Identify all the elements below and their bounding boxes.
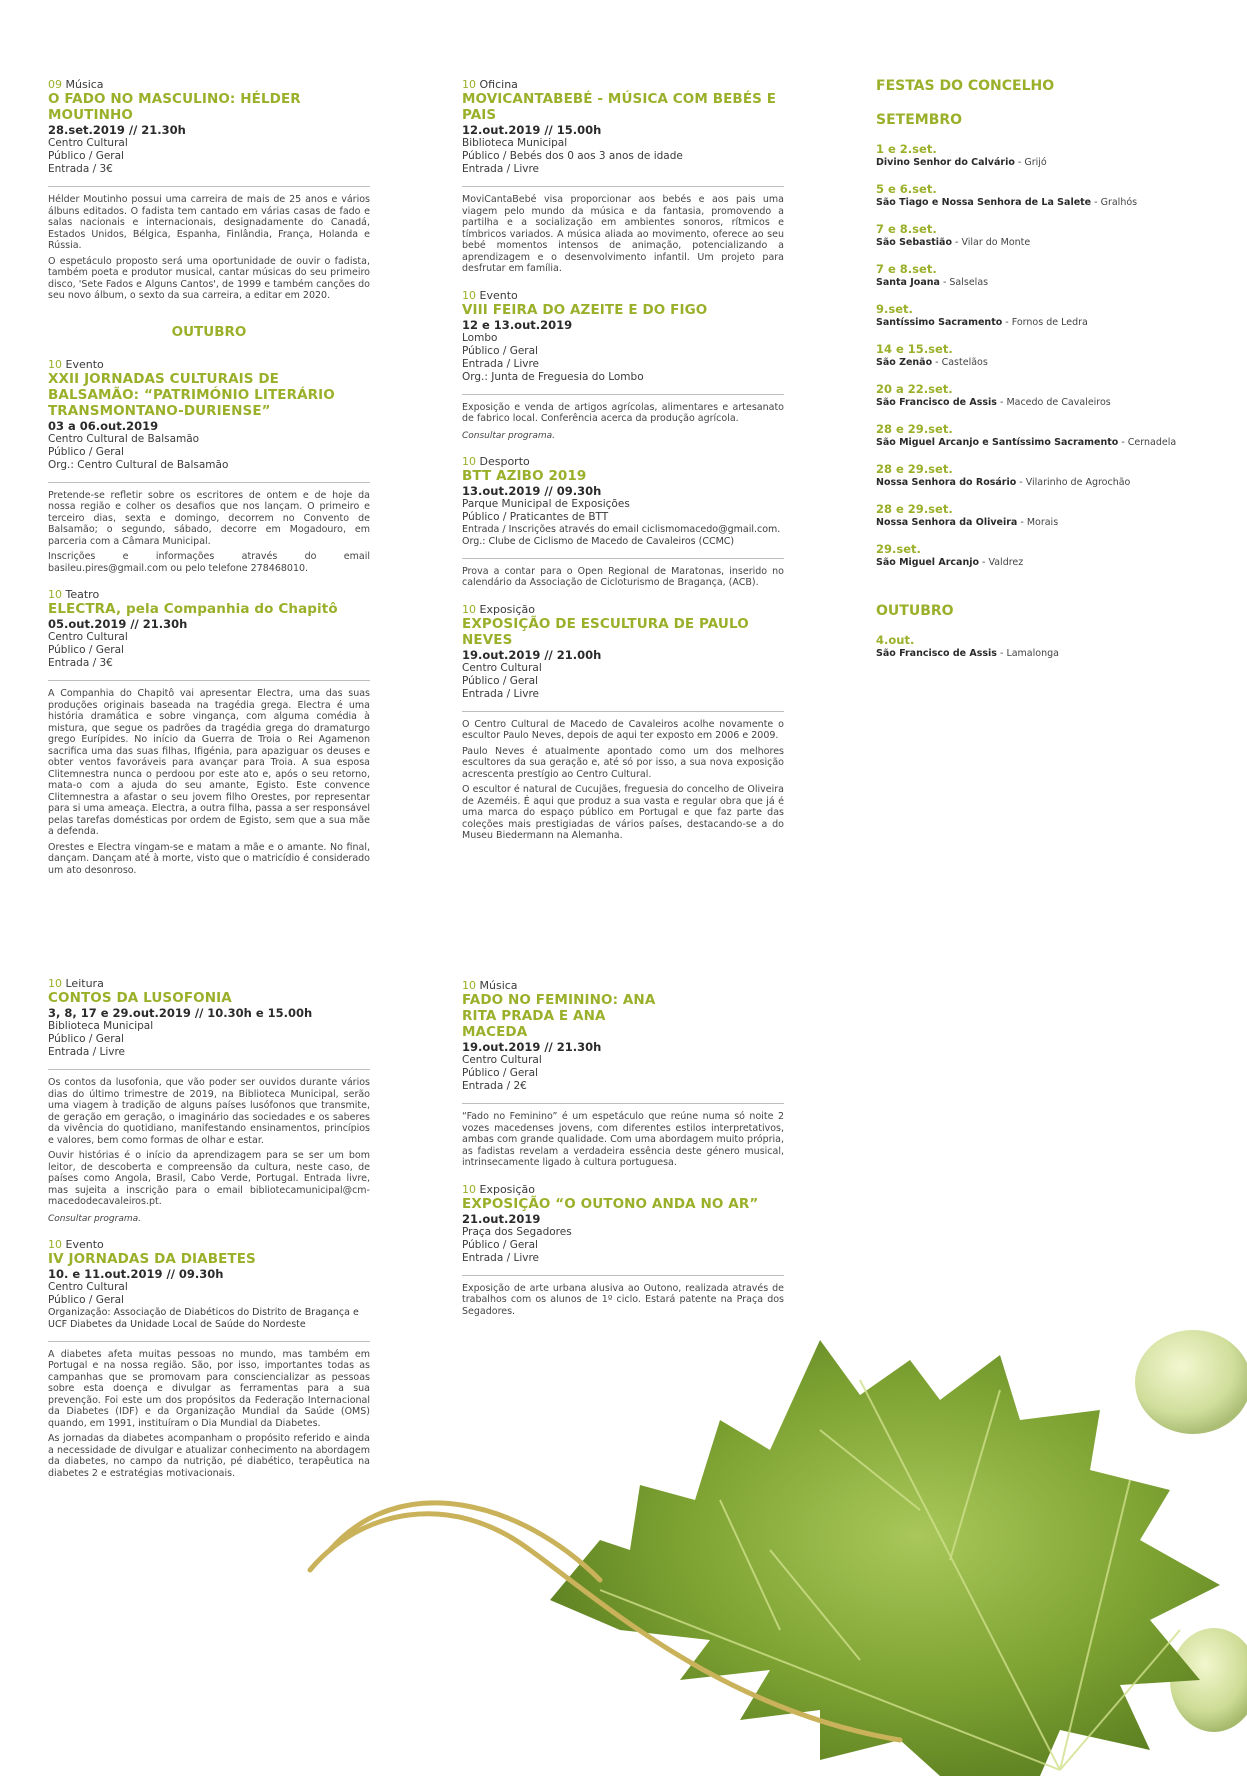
event-entry: Entrada / 2€ — [462, 1080, 527, 1092]
festa-place: Valdrez — [988, 557, 1024, 568]
event-entry: Entrada / Livre — [462, 357, 539, 370]
section-heading-outubro: OUTUBRO — [171, 323, 247, 340]
event-audience: Público / Geral — [462, 1238, 538, 1251]
festa-name: Santa Joana — [876, 277, 940, 288]
event-date: 28.set.2019 // 21.30h — [48, 123, 186, 137]
festa-date: 28 e 29.set. — [876, 462, 953, 476]
event-venue: Biblioteca Municipal — [48, 1020, 154, 1032]
event-audience: Público / Bebés dos 0 aos 3 anos de idade — [462, 150, 683, 162]
festa-date: 20 a 22.set. — [876, 382, 953, 396]
event-escultura-paulo-neves — [462, 603, 784, 842]
event-date: 10. e 11.out.2019 // 09.30h — [48, 1266, 224, 1281]
festa-place: Castelãos — [941, 357, 988, 368]
event-description: O escultor é natural de Cucujães, freguesia do concelho de Oliveira de Azeméis. É aqui que produz a sua vasta e regular obra que já é uma marca do espaço público em Portugal e que faz parte das coleções mais prestigiadas de vários países, destacando-se a do Museu Biedermann na Alemanha. — [462, 784, 784, 841]
event-category — [462, 455, 784, 468]
event-description: Os contos da lusofonia, que vão poder ser ouvidos durante vários dias do último trimestre de 2019, na Biblioteca Municipal, serão uma viagem à tradição de alguns países lusófonos que transmite, de geração em geração, o imaginário das sociedades e os saberes da vivência do quotidiano, manifestando ensinamentos, princípios e valores, bem como formas de olhar e estar. — [48, 1077, 370, 1146]
divider — [462, 186, 784, 187]
month-heading-outubro: OUTUBRO — [876, 603, 954, 619]
divider — [462, 711, 784, 712]
event-month-number: 10 — [462, 979, 476, 992]
divider — [48, 482, 370, 483]
festa-name-place — [876, 357, 1216, 369]
event-audience: Público / Geral — [462, 1067, 538, 1079]
event-audience: Público / Geral — [462, 344, 538, 357]
event-outono-anda-no-ar — [462, 1183, 784, 1318]
divider — [48, 186, 370, 187]
festas-setembro-list — [876, 142, 1216, 569]
festa-name: Nossa Senhora do Rosário — [876, 477, 1017, 488]
divider — [48, 1069, 370, 1070]
festa-name-place — [876, 477, 1216, 489]
festa-date: 28 e 29.set. — [876, 502, 953, 516]
festa-separator: - — [1091, 197, 1101, 208]
event-date: 12.out.2019 // 15.00h — [462, 123, 602, 137]
event-description: MoviCantaBebé visa proporcionar aos bebés e aos pais uma viagem pelo mundo da música e da fantasia, promovendo a partilha e a socialização em ambientes sonoros, rítmicos e tímbricos variados. A música aliada ao movimento, oferece ao seu bebé momentos intensos de animação, potencializando a aprendizagem e o desenvolvimento infantil. Um projeto para desfrutar em família. — [462, 194, 784, 274]
festa-separator: - — [939, 277, 950, 288]
event-jornadas-balsamao — [48, 358, 370, 575]
festa-name-place — [876, 437, 1216, 449]
event-title: XXII JORNADAS CULTURAIS DE BALSAMÃO: “PATRIMÓNIO LITERÁRIO TRANSMONTANO-DURIENSE” — [48, 370, 335, 419]
festa-item — [876, 262, 1216, 289]
festas-outubro-list — [876, 633, 1216, 660]
event-entry: Entrada / Livre — [462, 687, 539, 700]
event-category-label: Oficina — [479, 78, 518, 91]
festa-place: Vilarinho de Agrochão — [1025, 477, 1131, 488]
festa-item — [876, 142, 1216, 169]
event-month-number: 10 — [48, 1237, 62, 1251]
festa-name: São Sebastião — [876, 237, 952, 248]
festa-name: Divino Senhor do Calvário — [876, 157, 1015, 168]
event-date: 21.out.2019 — [462, 1211, 541, 1226]
event-category — [462, 603, 784, 616]
event-description: Ouvir histórias é o início da aprendizagem para se ser um bom leitor, de descoberta e compreensão da cultura, neste caso, de países como Angola, Brasil, Cabo Verde, Portugal. Entrada livre, mas sujeita a inscrição para o email bibliotecamunicipal@cm-macedodecavaleiros.pt. — [48, 1150, 370, 1207]
festa-date: 5 e 6.set. — [876, 182, 937, 196]
event-category — [462, 78, 784, 91]
event-category-label: Música — [65, 78, 104, 91]
festa-date: 29.set. — [876, 542, 921, 556]
festa-item — [876, 462, 1216, 489]
event-month-number: 09 — [48, 78, 62, 91]
festa-name-place — [876, 317, 1216, 329]
festa-place: Cernadela — [1127, 437, 1177, 448]
event-title: EXPOSIÇÃO DE ESCULTURA DE PAULO NEVES — [462, 615, 749, 648]
event-month-number: 10 — [462, 78, 476, 91]
event-description: O espetáculo proposto será uma oportunidade de ouvir o fadista, também poeta e produtor musical, cantar músicas do seu primeiro disco, 'Sete Fados e Alguns Cantos', de 1999 e também canções do seu novo álbum, o sexto da sua carreira, a editar em 2020. — [48, 255, 370, 301]
festa-item — [876, 222, 1216, 249]
festa-date: 7 e 8.set. — [876, 262, 937, 276]
event-description: As jornadas da diabetes acompanham o propósito referido e ainda a necessidade de divulgar e atualizar conhecimento na abordagem da diabetes, no campo da nutrição, pé diabético, terapêutica na diabetes 2 e estratégias motivacionais. — [48, 1433, 370, 1479]
festa-name-place — [876, 237, 1216, 249]
event-entry: Entrada / 3€ — [48, 657, 113, 669]
festa-item — [876, 302, 1216, 329]
event-date: 13.out.2019 // 09.30h — [462, 483, 602, 498]
festa-date: 28 e 29.set. — [876, 422, 953, 436]
event-audience: Público / Geral — [48, 1293, 124, 1306]
event-title: EXPOSIÇÃO “O OUTONO ANDA NO AR” — [462, 1195, 759, 1212]
event-audience: Público / Geral — [48, 445, 124, 458]
event-entry: Entrada / Livre — [48, 1046, 125, 1058]
event-description: A Companhia do Chapitô vai apresentar Electra, uma das suas produções originais baseada na tragédia grega. Electra é uma história dramática e sobre vingança, com alguma comédia à mistura, que segue os padrões da tragédia grega do dramaturgo grego Eurípides. No início da Guerra de Troia o Rei Agamenon sacrifica uma das suas filhas, Ifigénia, para apaziguar os deuses e obter ventos favoráveis para avançar para Troia. A sua esposa Clitemnestra nunca o perdoou por este ato e, após o seu retorno, mata-o com a ajuda do seu amante, Egisto. Este convence Clitemnestra a afastar o seu jovem filho Orestes, por representar para si uma ameaça. Electra, a outra filha, passa a ser responsável pelas tarefas domésticas por ordem de Egisto, sem que a sua mãe a defenda. — [48, 688, 370, 837]
festa-separator: - — [996, 397, 1007, 408]
festa-name: Santíssimo Sacramento — [876, 317, 1003, 328]
event-date: 12 e 13.out.2019 — [462, 317, 573, 332]
festa-item — [876, 382, 1216, 409]
event-feira-azeite — [462, 289, 784, 441]
festa-item — [876, 342, 1216, 369]
festa-item — [876, 502, 1216, 529]
event-category-label: Desporto — [479, 454, 530, 468]
event-audience: Público / Geral — [48, 1033, 124, 1045]
festa-name: São Miguel Arcanjo e Santíssimo Sacramento — [876, 437, 1119, 448]
column-left-top — [48, 78, 370, 890]
event-audience: Público / Geral — [48, 150, 124, 162]
event-date: 3, 8, 17 e 29.out.2019 // 10.30h e 15.00h — [48, 1006, 313, 1020]
festa-separator: - — [951, 237, 962, 248]
festa-item — [876, 633, 1216, 660]
event-category — [48, 1238, 370, 1251]
festa-place: Vilar do Monte — [961, 237, 1031, 248]
column-middle-top — [462, 78, 784, 856]
festa-separator: - — [1017, 517, 1027, 528]
event-description: Inscrições e informações através do email basileu.pires@gmail.com ou pelo telefone 278468010. — [48, 551, 370, 574]
event-category — [48, 588, 370, 601]
event-venue: Centro Cultural — [48, 1280, 128, 1293]
event-category-label: Leitura — [65, 977, 104, 990]
event-description: O Centro Cultural de Macedo de Cavaleiros acolhe novamente o escultor Paulo Neves, depois de aqui ter exposto em 2006 e 2009. — [462, 718, 784, 741]
event-description: Pretende-se refletir sobre os escritores de ontem e de hoje da nossa região e colher os desafios que nos lançam. O primeiro e terceiro dias, sexta e domingo, decorrem no Convento de Balsamão; o segundo, sábado, decorre em Mogadouro, em parceria com a Câmara Municipal. — [48, 489, 370, 547]
event-description: Prova a contar para o Open Regional de Maratonas, inserido no calendário da Associação de Cicloturismo de Bragança, (ACB). — [462, 565, 784, 588]
event-venue: Parque Municipal de Exposições — [462, 497, 630, 510]
event-venue: Centro Cultural — [462, 661, 542, 674]
event-note: Consultar programa. — [48, 1213, 141, 1224]
event-fado-masculino — [48, 78, 370, 302]
festa-separator: - — [1002, 317, 1012, 328]
festa-item — [876, 422, 1216, 449]
event-organizer: Org.: Centro Cultural de Balsamão — [48, 458, 229, 471]
event-title: CONTOS DA LUSOFONIA — [48, 990, 232, 1006]
event-category — [462, 979, 784, 992]
festa-date: 4.out. — [876, 633, 915, 647]
event-month-number: 10 — [462, 1182, 476, 1196]
event-venue: Centro Cultural — [462, 1054, 542, 1066]
event-entry: Entrada / Inscrições através do email ciclismomacedo@gmail.com. — [462, 523, 781, 535]
month-heading-setembro: SETEMBRO — [876, 112, 963, 128]
event-venue: Biblioteca Municipal — [462, 137, 568, 149]
vine-leaf-illustration — [300, 1300, 1247, 1776]
event-title: MOVICANTABEBÉ - MÚSICA COM BEBÉS E PAIS — [462, 91, 777, 123]
event-month-number: 10 — [48, 977, 62, 990]
divider — [48, 680, 370, 681]
event-title: O FADO NO MASCULINO: HÉLDER MOUTINHO — [48, 91, 301, 123]
event-btt-azibo — [462, 455, 784, 589]
event-electra — [48, 588, 370, 876]
event-audience: Público / Geral — [48, 644, 124, 656]
festa-name-place — [876, 277, 1216, 289]
event-description: Exposição de arte urbana alusiva ao Outono, realizada através de trabalhos com os alunos de 1º ciclo. Estará patente na Praça dos Segadores. — [462, 1282, 784, 1317]
festa-name: São Zenão — [876, 357, 933, 368]
event-description: A diabetes afeta muitas pessoas no mundo, mas também em Portugal e na nossa região. São, por isso, importantes todas as campanhas que se promovam para consciencializar as pessoas sobre esta doença e divulgar as ferramentas para a sua prevenção. Foi este um dos propósitos da Federação Internacional da Diabetes (IDF) e da Organização Mundial da Saúde (OMS) quando, em 1991, instituíram o Dia Mundial da Diabetes. — [48, 1348, 370, 1429]
festa-item — [876, 182, 1216, 209]
festa-name: São Francisco de Assis — [876, 648, 997, 659]
festa-place: Macedo de Cavaleiros — [1006, 397, 1111, 408]
event-description: Hélder Moutinho possui uma carreira de mais de 25 anos e vários álbuns editados. O fadista tem cantado em várias casas de fado e salas nacionais e internacionais, designadamente do Canadá, Estados Unidos, Bélgica, Espanha, Finlândia, França, Holanda e Rússia. — [48, 194, 370, 251]
event-month-number: 10 — [48, 357, 62, 371]
event-category-label: Evento — [479, 288, 518, 302]
divider — [462, 558, 784, 559]
event-organizer: Org.: Clube de Ciclismo de Macedo de Cavaleiros (CCMC) — [462, 535, 735, 547]
event-note: Consultar programa. — [462, 430, 555, 441]
festa-separator: - — [1118, 437, 1128, 448]
column-middle-bottom — [462, 979, 784, 1331]
column-festas — [876, 78, 1216, 673]
festa-date: 7 e 8.set. — [876, 222, 937, 236]
festa-place: Fornos de Ledra — [1011, 317, 1088, 328]
festa-name-place — [876, 157, 1216, 169]
event-date: 19.out.2019 // 21.00h — [462, 647, 602, 662]
festa-name: São Tiago e Nossa Senhora de La Salete — [876, 197, 1092, 208]
event-entry: Entrada / 3€ — [48, 163, 113, 175]
festa-name-place — [876, 197, 1216, 209]
event-contos-lusofonia — [48, 977, 370, 1224]
festa-name-place — [876, 517, 1216, 529]
festa-place: Lamalonga — [1006, 648, 1059, 659]
divider — [462, 1103, 784, 1104]
event-description: Exposição e venda de artigos agrícolas, alimentares e artesanato de fabrico local. Conferência acerca da produção agrícola. — [462, 401, 784, 424]
event-category-label: Evento — [65, 357, 104, 371]
event-venue: Centro Cultural — [48, 631, 128, 643]
festa-name: Nossa Senhora da Oliveira — [876, 517, 1018, 528]
event-venue: Praça dos Segadores — [462, 1225, 572, 1238]
event-category — [48, 977, 370, 990]
festa-item — [876, 542, 1216, 569]
event-entry: Entrada / Livre — [462, 163, 539, 175]
festa-name-place — [876, 397, 1216, 409]
event-audience: Público / Praticantes de BTT — [462, 510, 609, 523]
divider — [462, 1275, 784, 1276]
festa-separator: - — [979, 557, 989, 568]
festa-separator: - — [932, 357, 942, 368]
event-category-label: Teatro — [65, 588, 100, 601]
event-month-number: 10 — [462, 288, 476, 302]
festa-name: São Miguel Arcanjo — [876, 557, 979, 568]
event-category-label: Evento — [65, 1237, 104, 1251]
event-title: ELECTRA, pela Companhia do Chapitô — [48, 601, 338, 617]
event-entry: Entrada / Livre — [462, 1251, 539, 1264]
festa-separator: - — [1016, 477, 1026, 488]
event-date: 03 a 06.out.2019 — [48, 418, 159, 433]
event-audience: Público / Geral — [462, 674, 538, 687]
festa-place: Morais — [1026, 517, 1059, 528]
event-category — [48, 78, 370, 91]
festa-place: Gralhós — [1100, 197, 1138, 208]
festa-place: Salselas — [949, 277, 989, 288]
event-venue: Lombo — [462, 331, 498, 344]
event-category-label: Música — [479, 979, 518, 992]
event-description: Paulo Neves é atualmente apontado como um dos melhores escultores da sua geração e, até só por isso, a sua nova exposição acrescenta prestígio ao Centro Cultural. — [462, 745, 784, 780]
event-category-label: Exposição — [479, 602, 535, 616]
event-organizer: Org.: Junta de Freguesia do Lombo — [462, 370, 644, 383]
event-organizer: Organização: Associação de Diabéticos do Distrito de Bragança e UCF Diabetes da Unidade Local de Saúde do Nordeste — [48, 1306, 359, 1330]
event-month-number: 10 — [462, 602, 476, 616]
event-title: IV JORNADAS DA DIABETES — [48, 1250, 256, 1267]
event-title: FADO NO FEMININO: ANA RITA PRADA E ANA MACEDA — [462, 992, 656, 1040]
event-description: “Fado no Feminino” é um espetáculo que reúne numa só noite 2 vozes macedenses jovens, com diferentes estilos interpretativos, ambas com grande qualidade. Com uma abordagem muito própria, as fadistas revelam a verdadeira essência deste género musical, intrinsecamente ligado à cultura portuguesa. — [462, 1111, 784, 1168]
festa-date: 14 e 15.set. — [876, 342, 953, 356]
event-category — [462, 289, 784, 302]
festa-name-place — [876, 648, 1216, 660]
festa-separator: - — [996, 648, 1007, 659]
festa-place: Grijó — [1024, 157, 1047, 168]
event-title: BTT AZIBO 2019 — [462, 467, 587, 484]
event-category — [48, 358, 370, 371]
event-month-number: 10 — [462, 454, 476, 468]
event-date: 19.out.2019 // 21.30h — [462, 1040, 602, 1054]
event-venue: Centro Cultural — [48, 137, 128, 149]
divider — [462, 394, 784, 395]
event-category — [462, 1183, 784, 1196]
event-venue: Centro Cultural de Balsamão — [48, 432, 200, 445]
festa-name-place — [876, 557, 1216, 569]
event-title: VIII FEIRA DO AZEITE E DO FIGO — [462, 301, 708, 318]
event-movicantabebe — [462, 78, 784, 275]
festa-name: São Francisco de Assis — [876, 397, 997, 408]
event-month-number: 10 — [48, 588, 62, 601]
festa-date: 1 e 2.set. — [876, 142, 937, 156]
festas-heading: FESTAS DO CONCELHO — [876, 78, 1055, 94]
event-description: Orestes e Electra vingam-se e matam a mãe e o amante. No final, dançam. Dançam até à morte, visto que o matricídio é considerado um ato desonroso. — [48, 841, 370, 876]
event-date: 05.out.2019 // 21.30h — [48, 617, 188, 631]
festa-separator: - — [1014, 157, 1025, 168]
event-category-label: Exposição — [479, 1182, 535, 1196]
festa-date: 9.set. — [876, 302, 913, 316]
event-fado-feminino — [462, 979, 784, 1169]
